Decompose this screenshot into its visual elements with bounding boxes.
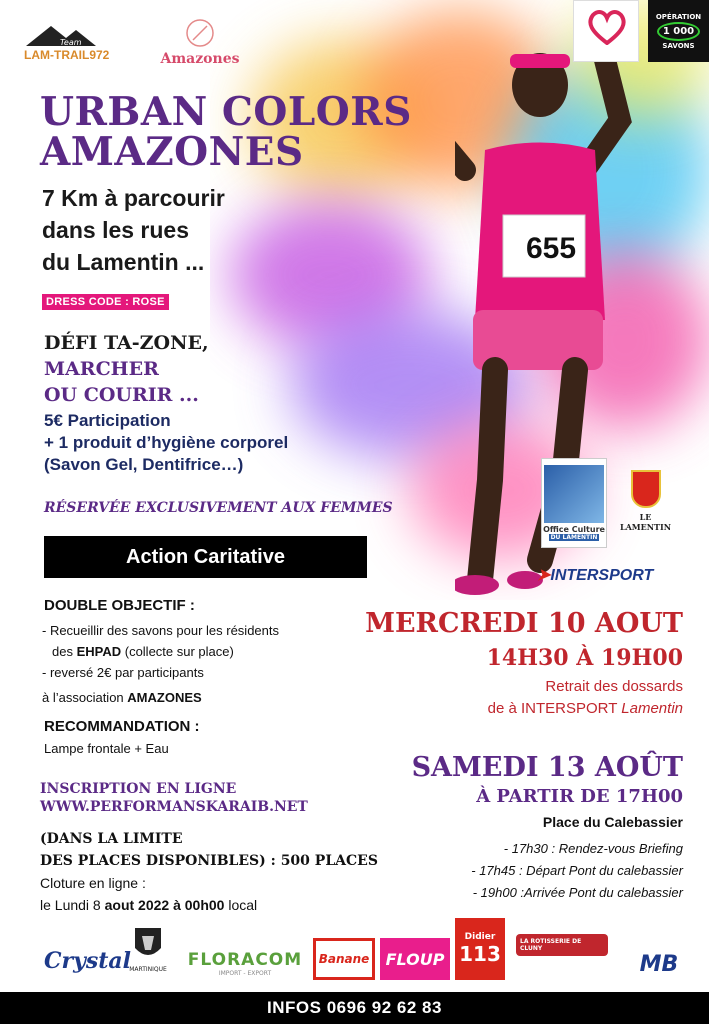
sponsor-peugeot: [128, 926, 168, 973]
limit-line-1: (DANS LA LIMITE: [40, 831, 183, 847]
cloture-2-post: local: [224, 897, 258, 913]
retrait-line-1: Retrait des dossards: [545, 678, 683, 695]
inscription-line-1: INSCRIPTION EN LIGNE: [40, 781, 237, 797]
participation-line-3: (Savon Gel, Dentifrice…): [44, 455, 244, 474]
double-objectif-list: [42, 620, 279, 708]
inscription-block: [40, 780, 308, 816]
sponsor-cluny: [516, 925, 608, 965]
participation-block: [44, 410, 288, 476]
mercredi-date: MERCREDI 10 AOUT: [365, 608, 683, 639]
limit-line-2: DES PLACES DISPONIBLES) : 500 PLACES: [40, 853, 378, 869]
subtitle-line-2: dans les rues: [42, 217, 190, 243]
peugeot-lion-icon: [133, 926, 163, 962]
floracom-sub: IMPORT - EXPORT: [218, 970, 272, 977]
lamentin-logo: [618, 460, 673, 542]
office-culture-text: Office Culture: [543, 525, 605, 534]
objectif-item-1b: [42, 641, 279, 662]
double-objectif-heading: DOUBLE OBJECTIF :: [44, 597, 195, 614]
sponsor-banane: Banane: [313, 938, 375, 980]
retrait-block: [488, 676, 683, 720]
samedi-place: Place du Calebassier: [542, 814, 683, 830]
amazones-logo: [152, 18, 248, 68]
sponsor-mb: MB: [639, 951, 679, 977]
office-culture-graphic: [544, 465, 604, 523]
peugeot-text: MARTINIQUE: [129, 966, 167, 973]
objectif-1b-post: (collecte sur place): [121, 644, 234, 659]
defi-line-1: DÉFI TA-ZONE,: [44, 332, 209, 354]
heart-logo: [573, 0, 639, 62]
defi-line-2: MARCHER: [44, 358, 159, 380]
objectif-item-1a: - Recueillir des savons pour les résidents: [42, 623, 279, 638]
intersport-arrow-icon: ➤: [537, 567, 551, 584]
mercredi-time: 14H30 À 19H00: [486, 645, 683, 671]
amazones-logo-text: Amazones: [160, 51, 240, 67]
inscription-url[interactable]: WWW.PERFORMANSKARAIB.NET: [40, 799, 308, 815]
recommandation-value: Lampe frontale + Eau: [44, 741, 169, 756]
office-culture-logo: [541, 458, 607, 548]
subtitle-line-3: du Lamentin ...: [42, 249, 205, 275]
lamtrail-logo: [24, 24, 122, 64]
sponsor-floracom: [186, 950, 304, 977]
programme-item-2: - 17h45 : Départ Pont du calebassier: [471, 863, 683, 878]
defi-line-3: OU COURIR ...: [44, 384, 199, 406]
objectif-1b-bold: EHPAD: [76, 644, 122, 659]
objectif-3-pre: à l’association: [42, 690, 128, 705]
operation-savons-logo: [648, 0, 709, 62]
title-line-2: AMAZONES: [40, 129, 304, 175]
participation-line-2: + 1 produit d’hygiène corporel: [44, 433, 289, 452]
recommandation-heading: RECOMMANDATION :: [44, 718, 200, 735]
cloture-line-2: [40, 894, 257, 916]
sponsor-crystal: Crystal: [44, 948, 132, 974]
cloture-block: [40, 872, 257, 916]
action-caritative-banner: Action Caritative: [44, 536, 367, 578]
limit-block: [40, 828, 378, 872]
heart-icon: [587, 9, 627, 45]
reserved-women-text: RÉSERVÉE EXCLUSIVEMENT AUX FEMMES: [44, 500, 393, 516]
footer-infos: INFOS 0696 92 62 83: [0, 992, 709, 1024]
event-title: [40, 89, 412, 175]
samedi-time: À PARTIR DE 17H00: [476, 786, 683, 807]
intersport-text: INTERSPORT: [550, 567, 654, 584]
floracom-text: FLORACOM: [187, 950, 303, 970]
operation-savons-text: SAVONS: [662, 41, 695, 50]
objectif-item-2: - reversé 2€ par participants: [42, 665, 204, 680]
samedi-programme: [471, 838, 683, 904]
samedi-date: SAMEDI 13 AOÛT: [411, 752, 683, 783]
operation-count: 1 000: [657, 22, 700, 41]
objectif-1b-pre: des: [52, 644, 77, 659]
event-subtitle: [42, 182, 225, 278]
lamtrail-text: LAM-TRAIL972: [24, 48, 110, 62]
cloture-2-pre: le Lundi 8: [40, 897, 105, 913]
sponsor-didier: [455, 918, 505, 980]
amazones-emblem-icon: [185, 18, 215, 48]
cloture-2-bold: aout 2022 à 00h00: [104, 897, 225, 913]
sponsor-floup: FLOUP: [380, 938, 450, 980]
programme-item-3: - 19h00 :Arrivée Pont du calebassier: [472, 885, 683, 900]
objectif-item-3: [42, 687, 279, 708]
subtitle-line-1: 7 Km à parcourir: [42, 185, 225, 211]
lamentin-text: LE LAMENTIN: [619, 512, 672, 532]
retrait-line-2: [488, 698, 683, 720]
retrait-2-italic: Lamentin: [621, 700, 683, 717]
didier-text: Didier: [464, 932, 496, 942]
cluny-text: LA ROTISSERIE DE CLUNY: [516, 934, 608, 956]
defi-block: [44, 330, 209, 408]
intersport-logo: [537, 565, 653, 585]
title-line-1: URBAN COLORS: [40, 89, 412, 135]
participation-line-1: 5€ Participation: [44, 411, 171, 430]
didier-number: 113: [459, 942, 501, 966]
lamtrail-team-text: Team: [60, 38, 82, 47]
objectif-3-bold: AMAZONES: [127, 690, 202, 705]
cloture-line-1: Cloture en ligne :: [40, 875, 146, 891]
office-culture-sub: DU LAMENTIN: [550, 534, 598, 541]
lamentin-shield-icon: [631, 470, 661, 508]
programme-item-1: - 17h30 : Rendez-vous Briefing: [503, 841, 683, 856]
bib-number: 655: [525, 232, 577, 265]
dress-code-badge: DRESS CODE : ROSE: [42, 294, 169, 310]
retrait-2-pre: de à INTERSPORT: [487, 700, 622, 717]
operation-text: OPÉRATION: [655, 12, 702, 21]
